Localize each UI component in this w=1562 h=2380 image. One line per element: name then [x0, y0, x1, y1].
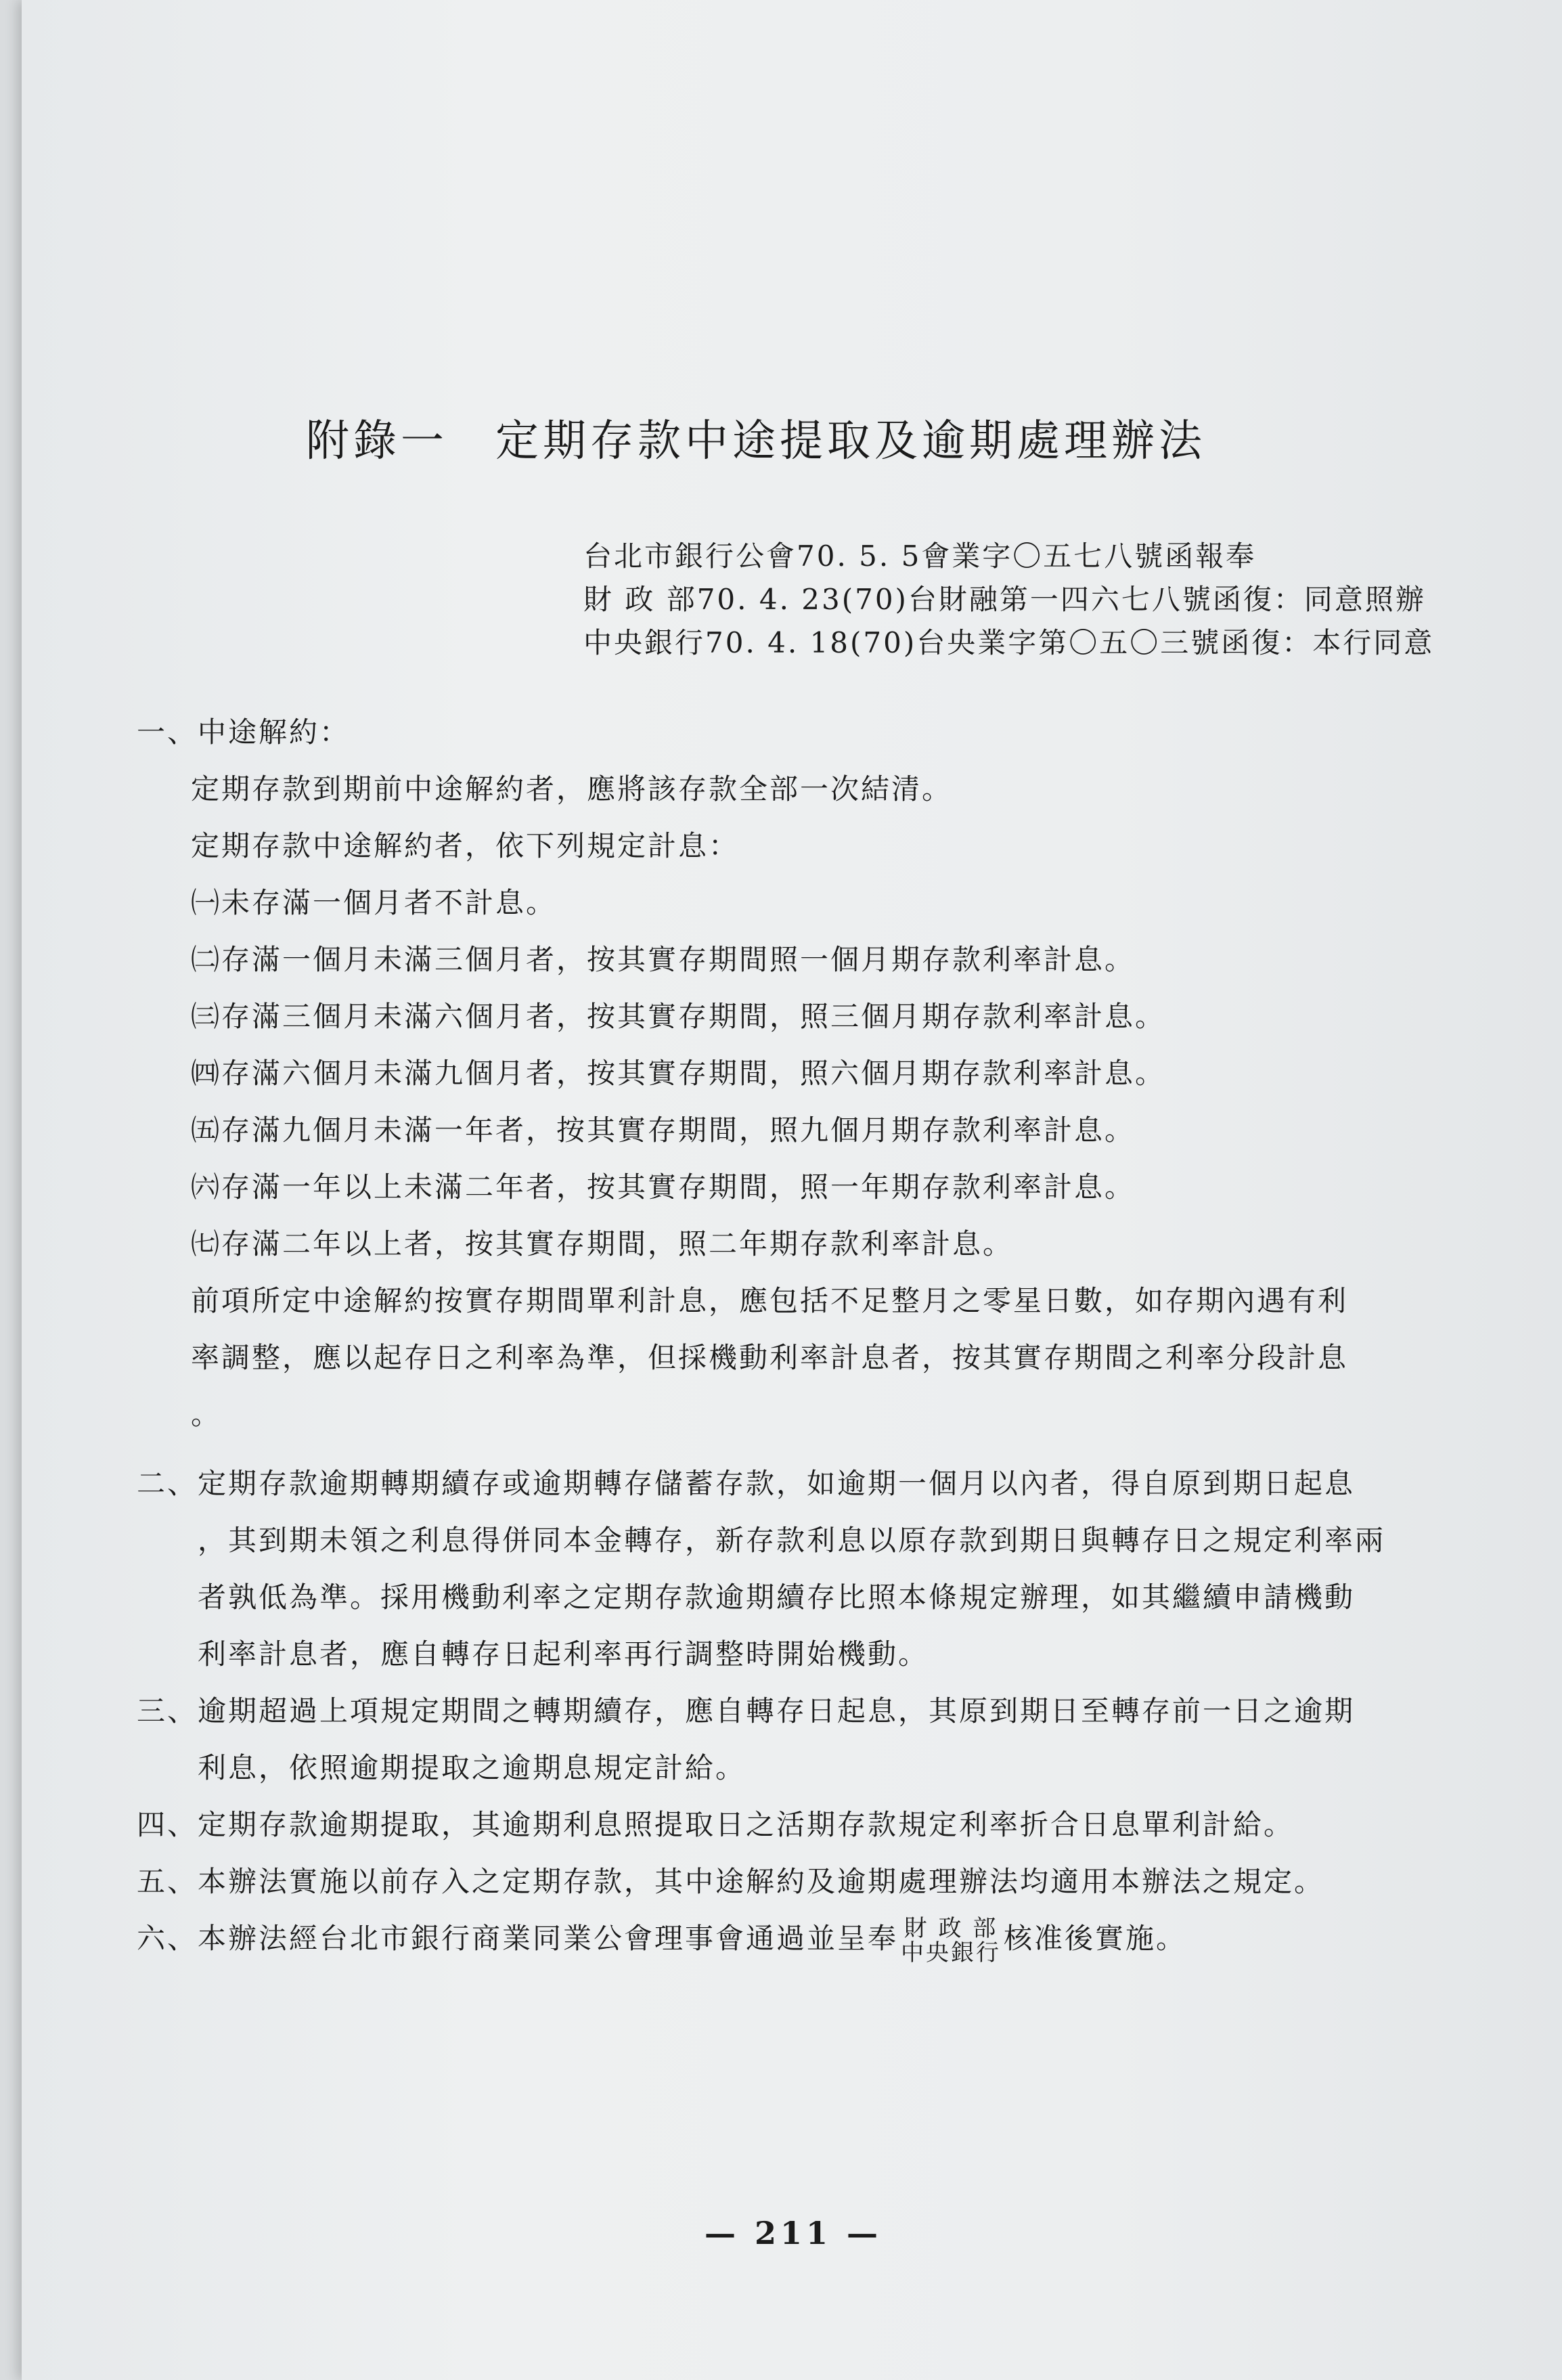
- item-line: 者孰低為準。採用機動利率之定期存款逾期續存比照本條規定辦理，如其繼續申請機動: [198, 1581, 1356, 1614]
- item-text: 核准後實施。: [1004, 1922, 1187, 1955]
- item-number: 四、: [137, 1808, 198, 1841]
- item-line: 定期存款逾期提取，其逾期利息照提取日之活期存款規定利率折合日息單利計給。: [198, 1808, 1295, 1841]
- list-item: ㈣存滿六個月未滿九個月者，按其實存期間，照六個月期存款利率計息。: [191, 1057, 1166, 1090]
- item-line: 本辦法實施以前存入之定期存款，其中途解約及逾期處理辦法均適用本辦法之規定。: [198, 1865, 1325, 1898]
- page-number: — 211 —: [704, 2215, 883, 2251]
- paragraph-line: 。: [191, 1398, 222, 1431]
- section-body: [137, 761, 1409, 1443]
- title-text: 定期存款中途提取及逾期處理辦法: [495, 416, 1206, 466]
- list-item: ㈢存滿三個月未滿六個月者，按其實存期間，照三個月期存款利率計息。: [191, 1000, 1166, 1033]
- appendix-label: 附錄一: [306, 416, 448, 466]
- authority-top: 財 政 部: [903, 1915, 998, 1942]
- numbered-items: [137, 1455, 1409, 1967]
- list-item: ㈥存滿一年以上未滿二年者，按其實存期間，照一年期存款利率計息。: [191, 1170, 1136, 1204]
- item-line: 定期存款逾期轉期續存或逾期轉存儲蓄存款，如逾期一個月以內者，得自原到期日起息: [198, 1467, 1356, 1500]
- section-heading: 一、中途解約：: [137, 715, 351, 749]
- item-number: 六、: [137, 1922, 198, 1955]
- item-line: ，其到期未領之利息得併同本金轉存，新存款利息以原存款到期日與轉存日之規定利率兩: [198, 1524, 1386, 1557]
- list-item: [137, 1455, 1409, 1683]
- list-item: [137, 1853, 1409, 1910]
- source-line: 台北市銀行公會70. 5. 5會業字〇五七八號函報奉: [583, 539, 1257, 573]
- list-item: [137, 1797, 1409, 1853]
- stacked-authorities: [901, 1916, 1001, 1965]
- paragraph-line: 定期存款中途解約者，依下列規定計息：: [191, 829, 740, 862]
- section-early-termination: [137, 704, 1409, 1443]
- page-title: [306, 406, 1321, 468]
- item-number: 三、: [137, 1694, 198, 1727]
- source-line: 中央銀行70. 4. 18(70)台央業字第〇五〇三號函復：本行同意: [583, 626, 1435, 659]
- item-line: 利率計息者，應自轉存日起利率再行調整時開始機動。: [198, 1637, 929, 1671]
- document-page: [22, 0, 1562, 2380]
- source-references: [583, 535, 1435, 665]
- item-number: 二、: [137, 1467, 198, 1500]
- paragraph-line: 率調整，應以起存日之利率為準，但採機動利率計息者，按其實存期間之利率分段計息: [191, 1341, 1349, 1374]
- item-line: [198, 1910, 1186, 1967]
- list-item: ㈡存滿一個月未滿三個月者，按其實存期間照一個月期存款利率計息。: [191, 943, 1136, 976]
- item-line: 利息，依照逾期提取之逾期息規定計給。: [198, 1751, 746, 1784]
- item-line: 逾期超過上項規定期間之轉期續存，應自轉存日起息，其原到期日至轉存前一日之逾期: [198, 1694, 1356, 1727]
- list-item: ㈤存滿九個月未滿一年者，按其實存期間，照九個月期存款利率計息。: [191, 1114, 1136, 1147]
- source-line: 財 政 部70. 4. 23(70)台財融第一四六七八號函復：同意照辦: [583, 583, 1426, 616]
- list-item: [137, 1910, 1409, 1967]
- list-item: ㈦存滿二年以上者，按其實存期間，照二年期存款利率計息。: [191, 1227, 1014, 1260]
- authority-bottom: 中央銀行: [901, 1939, 1002, 1966]
- paragraph-line: 定期存款到期前中途解約者，應將該存款全部一次結清。: [191, 772, 953, 806]
- list-item: [137, 1683, 1409, 1797]
- list-item: ㈠未存滿一個月者不計息。: [191, 886, 557, 919]
- item-number: 五、: [137, 1865, 198, 1898]
- paragraph-line: 前項所定中途解約按實存期間單利計息，應包括不足整月之零星日數，如存期內遇有利: [191, 1284, 1349, 1317]
- item-text: 本辦法經台北市銀行商業同業公會理事會通過並呈奉: [198, 1922, 899, 1955]
